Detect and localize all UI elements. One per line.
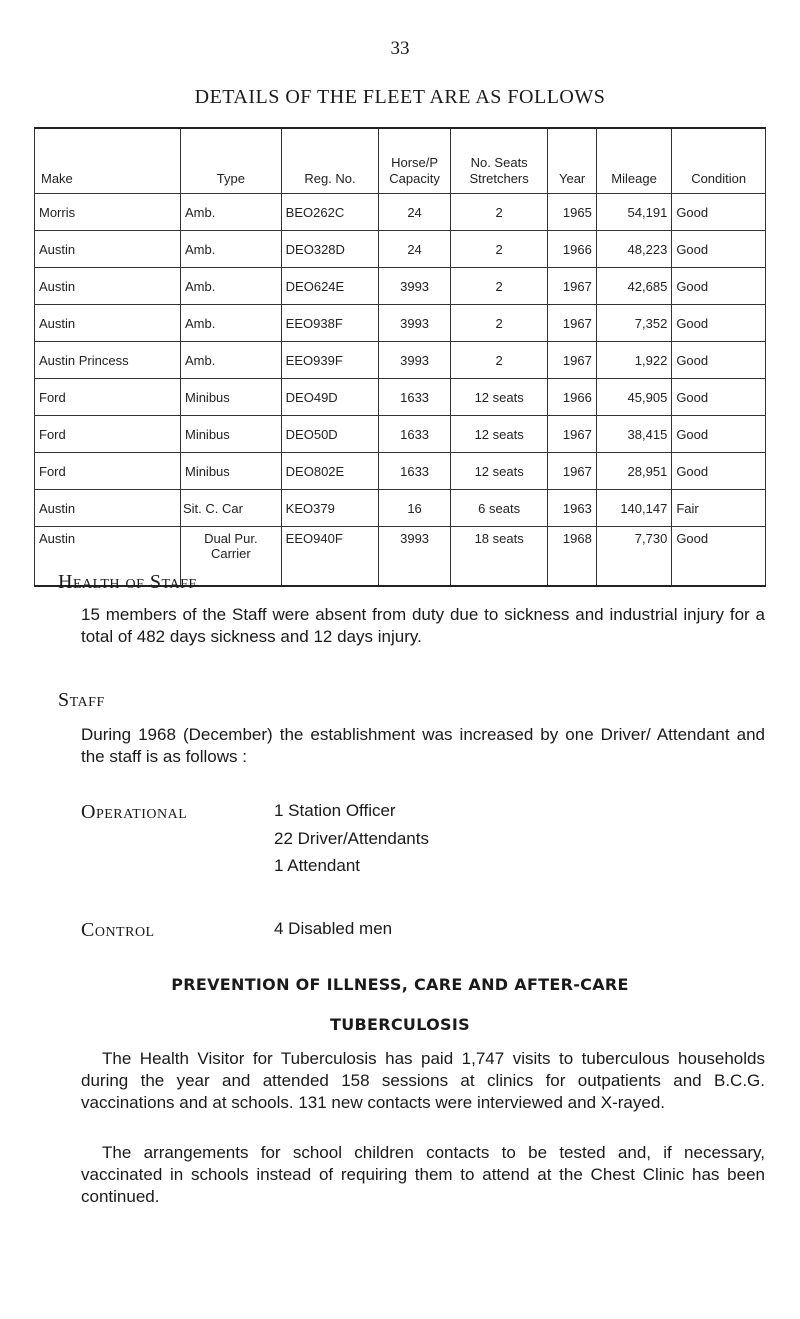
cell-mileage: 54,191 [596, 194, 672, 231]
cell-type: Dual Pur. Carrier [180, 527, 281, 587]
operational-label: Operational [81, 801, 188, 823]
table-row [35, 490, 766, 527]
header-horse-power: Horse/P Capacity [379, 128, 450, 194]
cell-mileage: 48,223 [596, 231, 672, 268]
cell-type: Amb. [180, 342, 281, 379]
cell-reg-no: DEO49D [281, 379, 379, 416]
cell-condition: Good [672, 231, 766, 268]
page-number: 33 [390, 38, 410, 59]
cell-horse-power: 3993 [379, 342, 450, 379]
cell-horse-power: 3993 [379, 527, 450, 587]
table-row [35, 268, 766, 305]
table-row [35, 194, 766, 231]
cell-mileage: 28,951 [596, 453, 672, 490]
cell-type: Amb. [180, 305, 281, 342]
cell-condition: Good [672, 379, 766, 416]
tuberculosis-paragraph-1: The Health Visitor for Tuberculosis has paid 1,747 visits to tuberculous households during the year and attended 158 sessions at clinics for outpatients and B.C.G. vaccinations and at schools. 131 new contacts were interviewed and X-rayed. [81, 1049, 765, 1112]
cell-reg-no: DEO50D [281, 416, 379, 453]
cell-year: 1966 [548, 231, 596, 268]
cell-horse-power: 24 [379, 231, 450, 268]
cell-make: Ford [35, 453, 181, 490]
cell-reg-no: DEO624E [281, 268, 379, 305]
cell-horse-power: 3993 [379, 268, 450, 305]
operational-item: 1 Attendant [274, 856, 361, 875]
cell-horse-power: 16 [379, 490, 450, 527]
cell-make: Morris [35, 194, 181, 231]
cell-condition: Good [672, 194, 766, 231]
header-reg-no: Reg. No. [281, 128, 379, 194]
header-condition: Condition [672, 128, 766, 194]
cell-year: 1966 [548, 379, 596, 416]
cell-seats: 2 [450, 194, 548, 231]
cell-make: Austin [35, 527, 181, 587]
cell-type: Minibus [180, 416, 281, 453]
cell-condition: Good [672, 342, 766, 379]
page-title: DETAILS OF THE FLEET ARE AS FOLLOWS [194, 86, 606, 108]
control-item: 4 Disabled men [274, 919, 393, 938]
cell-seats: 2 [450, 305, 548, 342]
cell-reg-no: BEO262C [281, 194, 379, 231]
cell-reg-no: EEO939F [281, 342, 379, 379]
cell-year: 1967 [548, 342, 596, 379]
cell-reg-no: KEO379 [281, 490, 379, 527]
cell-make: Austin [35, 231, 181, 268]
table-header-row [35, 128, 766, 194]
tuberculosis-subheading: TUBERCULOSIS [330, 1015, 470, 1034]
table-row [35, 305, 766, 342]
header-mileage: Mileage [596, 128, 672, 194]
prevention-heading: PREVENTION OF ILLNESS, CARE AND AFTER-CARE [171, 975, 629, 994]
fleet-table [34, 127, 766, 587]
cell-year: 1967 [548, 268, 596, 305]
cell-year: 1967 [548, 416, 596, 453]
control-label: Control [81, 919, 155, 941]
cell-mileage: 42,685 [596, 268, 672, 305]
table-row [35, 453, 766, 490]
operational-item: 22 Driver/Attendants [274, 829, 429, 848]
cell-condition: Good [672, 527, 766, 587]
cell-seats: 2 [450, 268, 548, 305]
cell-seats: 2 [450, 342, 548, 379]
cell-mileage: 7,730 [596, 527, 672, 587]
cell-make: Austin [35, 268, 181, 305]
cell-condition: Good [672, 453, 766, 490]
cell-seats: 12 seats [450, 379, 548, 416]
cell-type: Minibus [180, 453, 281, 490]
cell-horse-power: 1633 [379, 379, 450, 416]
cell-seats: 6 seats [450, 490, 548, 527]
cell-make: Austin Princess [35, 342, 181, 379]
table-row [35, 416, 766, 453]
staff-text: During 1968 (December) the establishment was increased by one Driver/ Attendant and the staff is as follows : [81, 725, 765, 766]
cell-mileage: 140,147 [596, 490, 672, 527]
cell-year: 1968 [548, 527, 596, 587]
staff-heading: Staff [58, 689, 105, 711]
cell-seats: 12 seats [450, 453, 548, 490]
table-row [35, 342, 766, 379]
health-of-staff-heading: Health of Staff [58, 571, 197, 593]
cell-type: Amb. [180, 194, 281, 231]
health-of-staff-text: 15 members of the Staff were absent from duty due to sickness and industrial injury for a total of 482 days sickness and 12 days injury. [81, 605, 765, 646]
cell-type: Amb. [180, 268, 281, 305]
cell-reg-no: EEO938F [281, 305, 379, 342]
cell-make: Austin [35, 490, 181, 527]
tuberculosis-paragraph-2: The arrangements for school children contacts to be tested and, if necessary, vaccinated in schools instead of requiring them to attend at the Chest Clinic has been continued. [81, 1143, 765, 1206]
cell-make: Ford [35, 379, 181, 416]
cell-year: 1965 [548, 194, 596, 231]
cell-condition: Good [672, 268, 766, 305]
cell-condition: Fair [672, 490, 766, 527]
cell-mileage: 1,922 [596, 342, 672, 379]
cell-seats: 18 seats [450, 527, 548, 587]
cell-year: 1967 [548, 453, 596, 490]
cell-horse-power: 1633 [379, 453, 450, 490]
cell-seats: 12 seats [450, 416, 548, 453]
header-year: Year [548, 128, 596, 194]
table-row [35, 379, 766, 416]
header-seats-stretchers: No. Seats Stretchers [450, 128, 548, 194]
cell-type: Sit. C. Car [180, 490, 281, 527]
cell-year: 1967 [548, 305, 596, 342]
cell-make: Austin [35, 305, 181, 342]
cell-seats: 2 [450, 231, 548, 268]
cell-mileage: 38,415 [596, 416, 672, 453]
cell-horse-power: 24 [379, 194, 450, 231]
cell-horse-power: 3993 [379, 305, 450, 342]
cell-make: Ford [35, 416, 181, 453]
cell-condition: Good [672, 416, 766, 453]
cell-year: 1963 [548, 490, 596, 527]
cell-reg-no: DEO802E [281, 453, 379, 490]
operational-item: 1 Station Officer [274, 801, 396, 820]
cell-type: Minibus [180, 379, 281, 416]
header-type: Type [180, 128, 281, 194]
cell-condition: Good [672, 305, 766, 342]
cell-reg-no: EEO940F [281, 527, 379, 587]
header-make: Make [35, 128, 181, 194]
cell-reg-no: DEO328D [281, 231, 379, 268]
cell-mileage: 7,352 [596, 305, 672, 342]
cell-mileage: 45,905 [596, 379, 672, 416]
cell-type: Amb. [180, 231, 281, 268]
table-row [35, 231, 766, 268]
cell-horse-power: 1633 [379, 416, 450, 453]
